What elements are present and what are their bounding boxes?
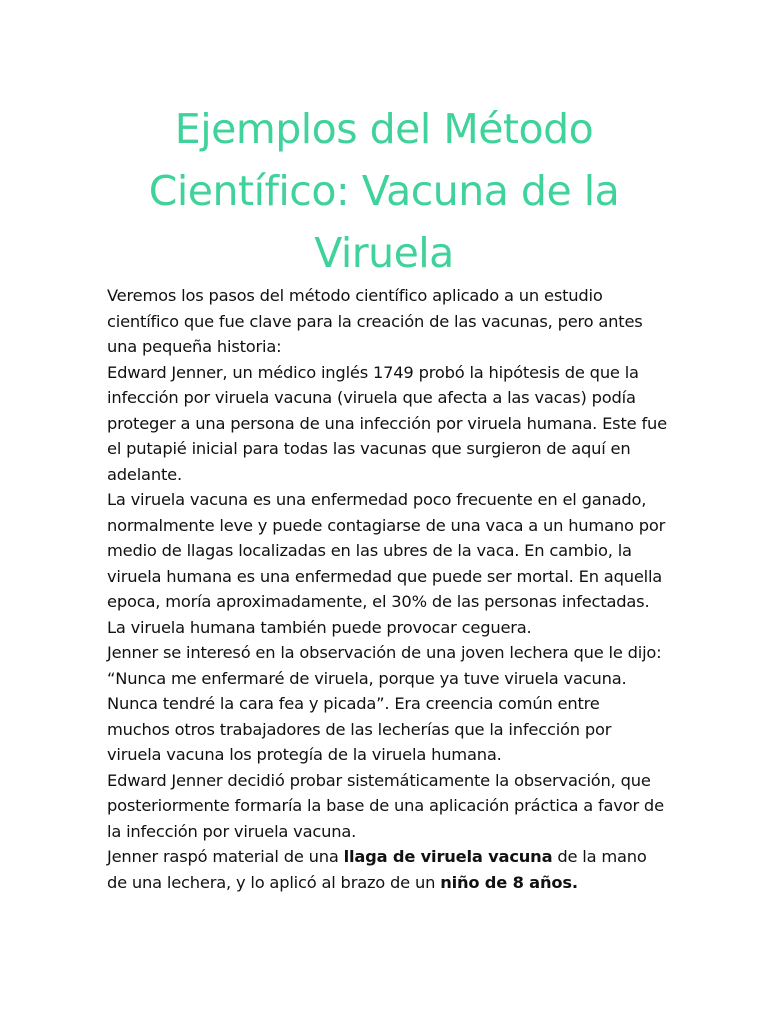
paragraph-experiment [107,844,667,895]
experiment-text-part1: Jenner raspó material de una [107,847,344,866]
paragraph-milkmaid-observation: Jenner se interesó en la observación de una joven lechera que le dijo: “Nunca me enfermaré de viruela, porque ya tuve viruela vacuna. Nunca tendré la cara fea y picada”. Era creencia común entre muchos otros trabajadores de las lecherías que la infección por viruela vacuna los protegía de la viruela humana. [107,643,662,764]
paragraph-intro: Veremos los pasos del método científico aplicado a un estudio científico que fue clave para la creación de las vacunas, pero antes una pequeña historia: [107,286,643,356]
paragraph-systematic-test: Edward Jenner decidió probar sistemáticamente la observación, que posteriormente formaría la base de una aplicación práctica a favor de la infección por viruela vacuna. [107,770,664,841]
experiment-bold-cowpox-sore: llaga de viruela vacuna [343,847,553,866]
paragraph-jenner-hypothesis: Edward Jenner, un médico inglés 1749 probó la hipótesis de que la infección por viruela vacuna (viruela que afecta a las vacas) podía proteger a una persona de una infección por viruela humana. Este fue el putapié inicial para todas las vacunas que surgieron de aquí en adelante. [107,362,667,484]
experiment-bold-child-age: niño de 8 años. [440,872,578,892]
document-body [107,283,667,895]
page-title: Ejemplos del Método Científico: Vacuna de la Viruela [148,105,620,277]
experiment-text-part2: de la mano de una lechera, y lo aplicó al brazo de un [107,847,647,892]
paragraph-cowpox-description: La viruela vacuna es una enfermedad poco frecuente en el ganado, normalmente leve y puede contagiarse de una vaca a un humano por medio de llagas localizadas en las ubres de la vaca. En cambio, la viruela humana es una enfermedad que puede ser mortal. En aquella epoca, moría aproximadamente, el 30% de las personas infectadas. La viruela humana también puede provocar ceguera. [107,490,666,637]
